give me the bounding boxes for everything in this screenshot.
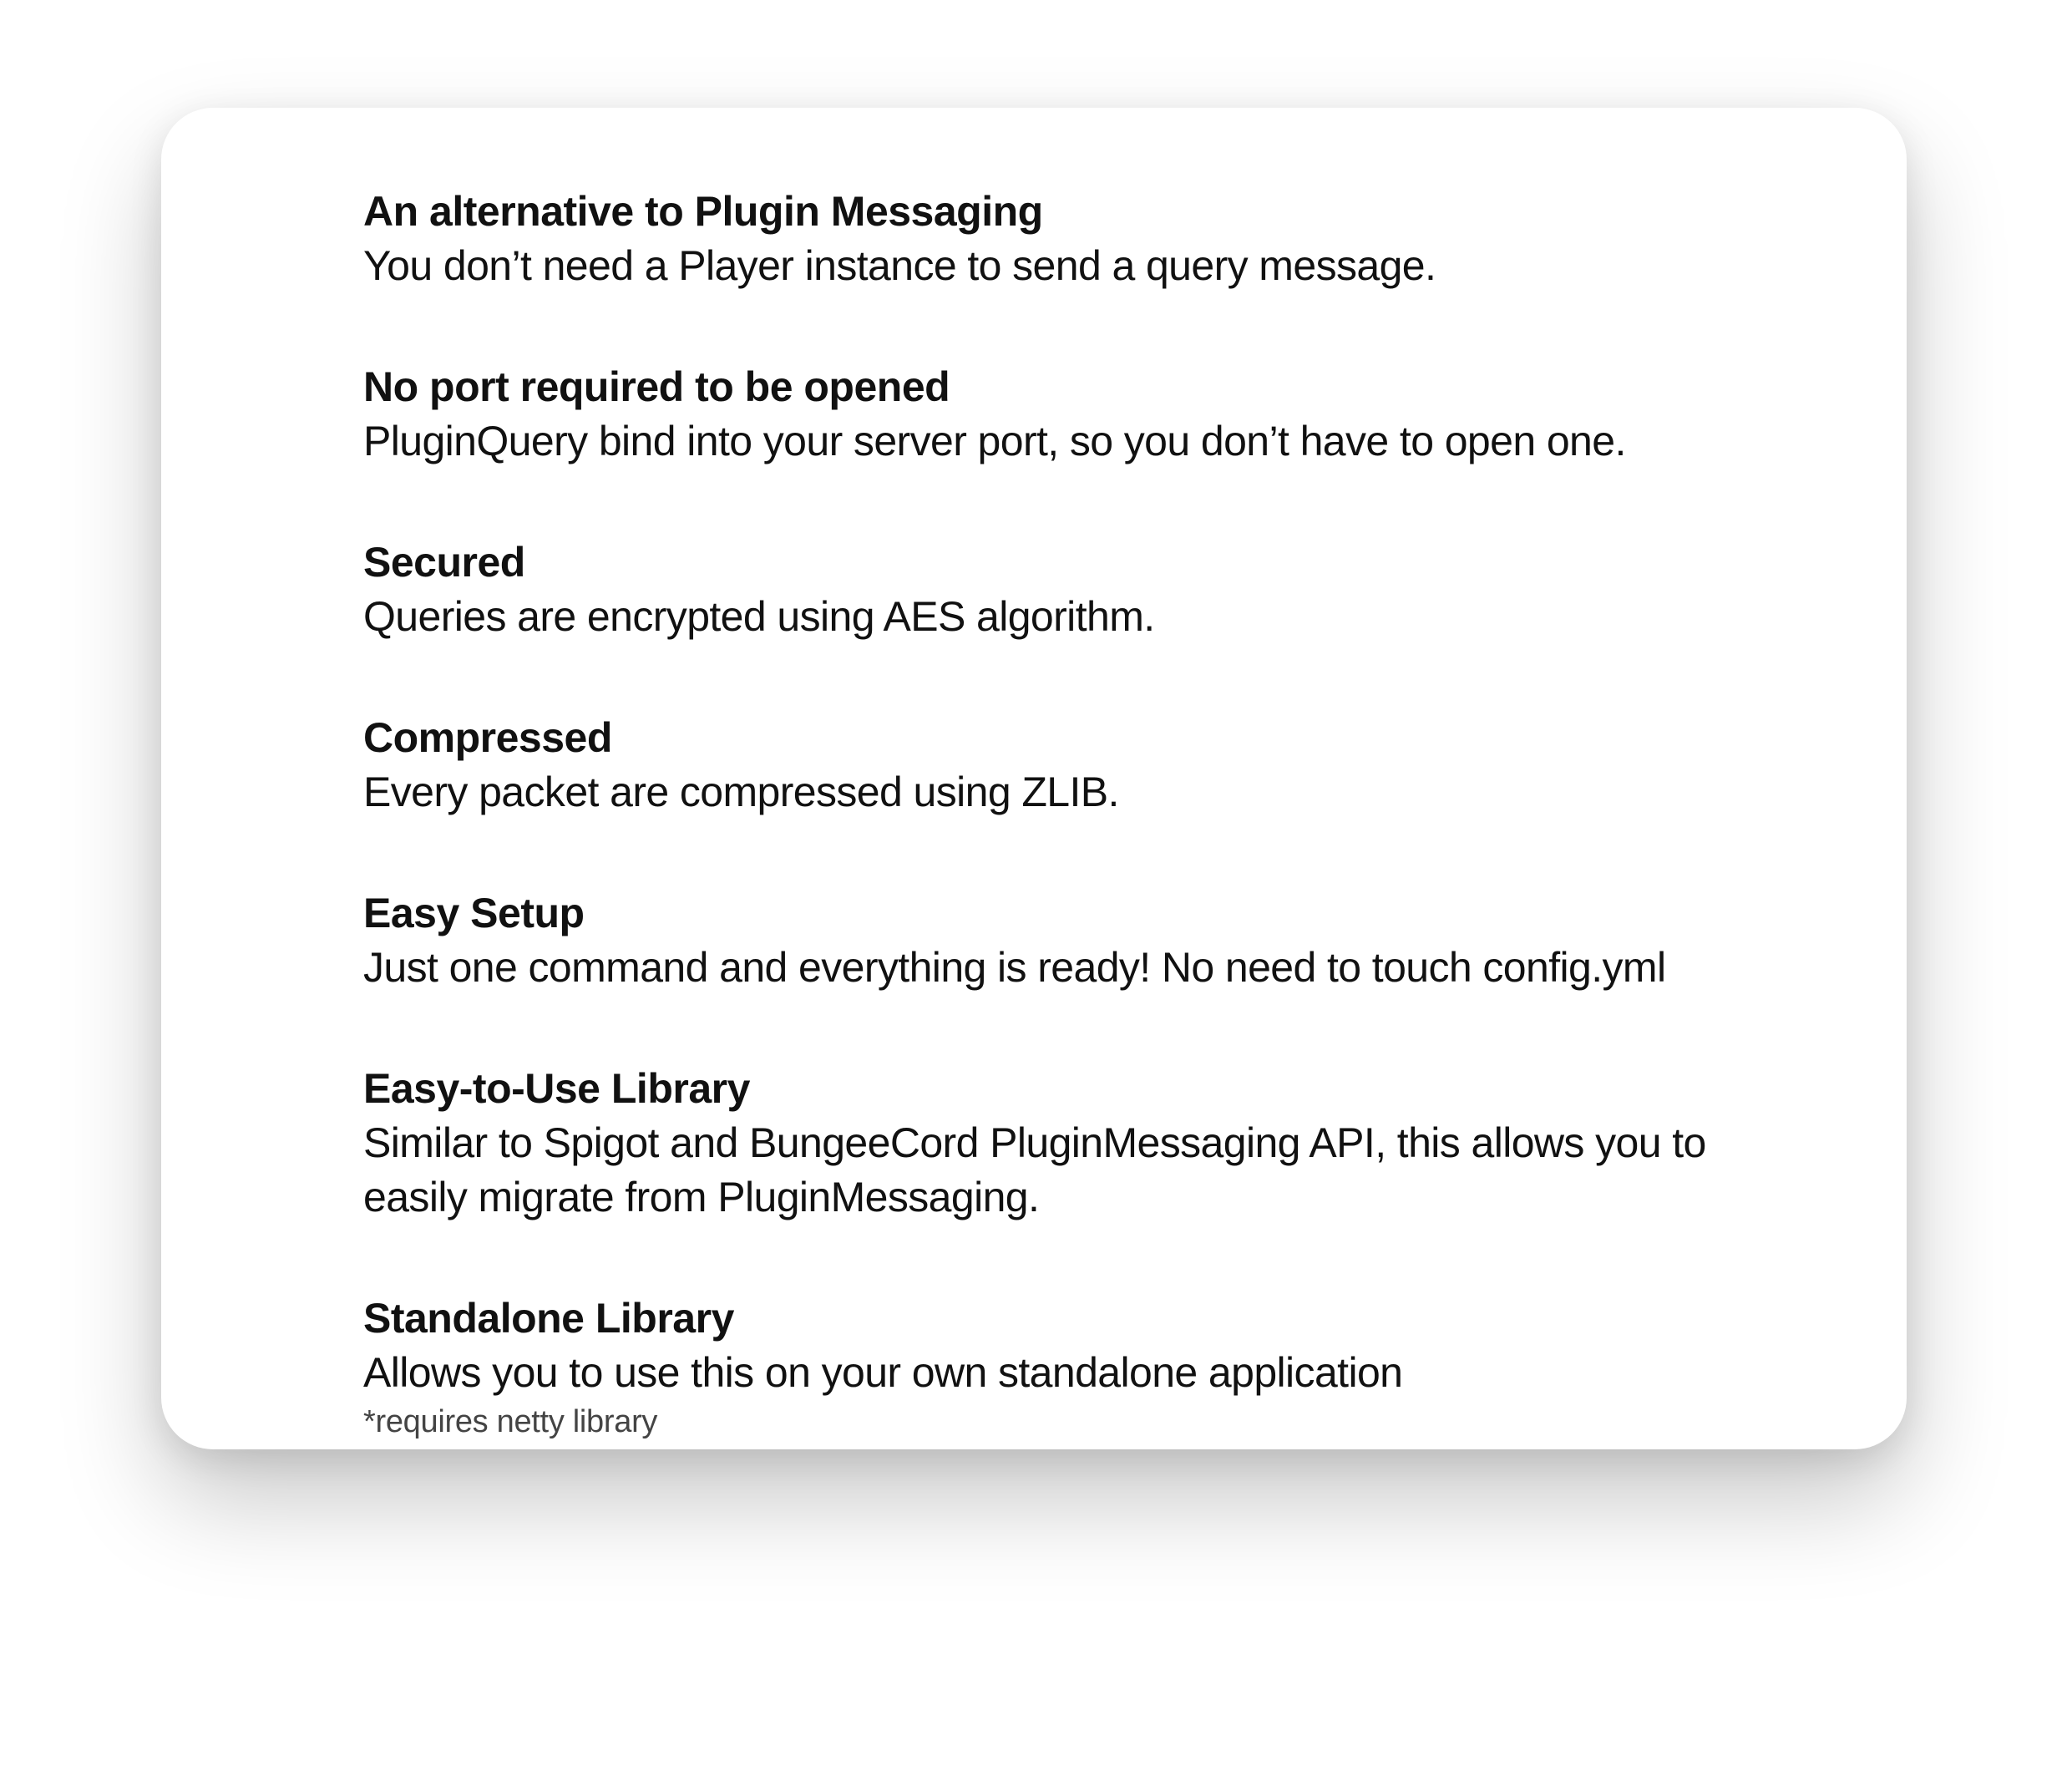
feature-description: Queries are encrypted using AES algorithm. bbox=[363, 593, 1155, 640]
feature-description: Similar to Spigot and BungeeCord PluginMessaging API, this allows you to easily migrate from PluginMessaging. bbox=[363, 1119, 1706, 1220]
feature-compressed bbox=[363, 711, 1783, 819]
feature-title: Standalone Library bbox=[363, 1295, 734, 1342]
feature-description: Just one command and everything is ready! No need to touch config.yml bbox=[363, 944, 1666, 991]
feature-easy-setup bbox=[363, 886, 1783, 995]
feature-title: Compressed bbox=[363, 714, 612, 761]
feature-easy-library bbox=[363, 1062, 1783, 1225]
feature-description: PluginQuery bind into your server port, so you don’t have to open one. bbox=[363, 418, 1626, 464]
feature-no-port bbox=[363, 360, 1783, 469]
feature-standalone-library bbox=[363, 1291, 1783, 1444]
feature-title: Easy-to-Use Library bbox=[363, 1065, 750, 1112]
feature-title: No port required to be opened bbox=[363, 363, 950, 410]
feature-description: You don’t need a Player instance to send a query message. bbox=[363, 242, 1436, 289]
features-card bbox=[161, 108, 1907, 1449]
feature-footnote: *requires netty library bbox=[363, 1404, 658, 1439]
feature-title: Easy Setup bbox=[363, 890, 585, 936]
feature-title: An alternative to Plugin Messaging bbox=[363, 188, 1043, 235]
feature-description: Every packet are compressed using ZLIB. bbox=[363, 769, 1119, 815]
feature-title: Secured bbox=[363, 539, 525, 586]
feature-description: Allows you to use this on your own standalone application bbox=[363, 1349, 1403, 1396]
feature-secured bbox=[363, 535, 1783, 644]
feature-plugin-messaging-alternative bbox=[363, 185, 1783, 293]
